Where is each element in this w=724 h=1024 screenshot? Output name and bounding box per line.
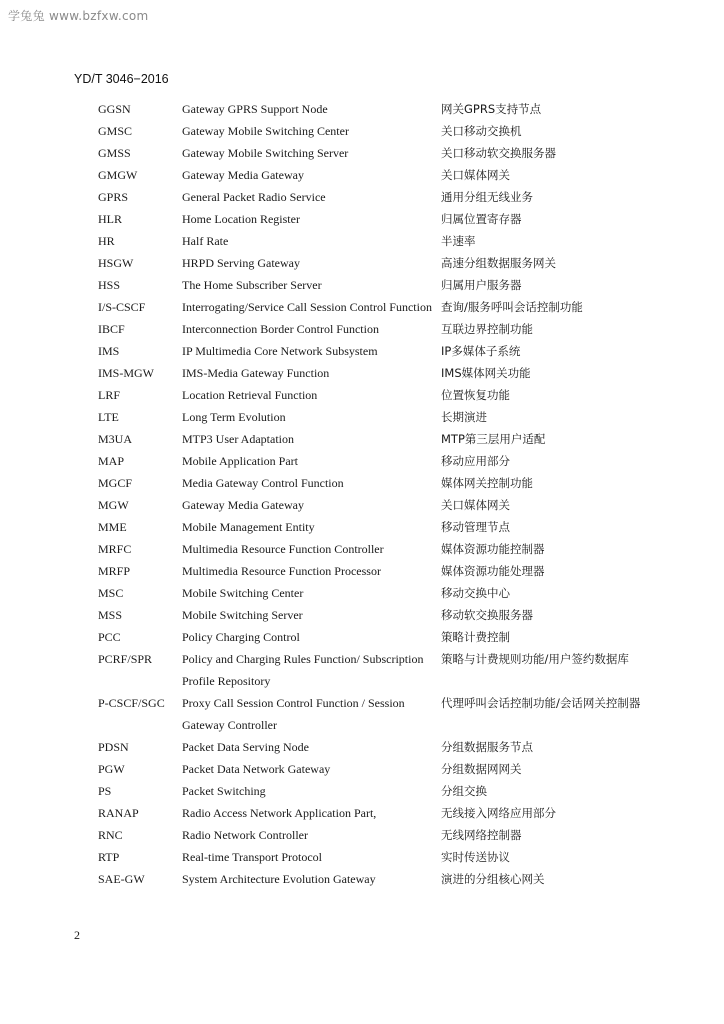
abbreviation: GPRS bbox=[98, 190, 129, 204]
abbreviation-row bbox=[98, 428, 658, 450]
abbreviation: MRFC bbox=[98, 542, 132, 556]
abbreviation-row bbox=[98, 582, 658, 604]
chinese-term: 关口媒体网关 bbox=[441, 498, 510, 512]
abbreviation-row bbox=[98, 384, 658, 406]
chinese-term: MTP第三层用户适配 bbox=[441, 432, 546, 446]
english-term: IP Multimedia Core Network Subsystem bbox=[182, 344, 378, 358]
chinese-term: 移动软交换服务器 bbox=[441, 608, 533, 622]
abbreviation: IMS-MGW bbox=[98, 366, 154, 380]
chinese-term: 无线网络控制器 bbox=[441, 828, 522, 842]
chinese-term: 演进的分组核心网关 bbox=[441, 872, 545, 886]
english-term: Multimedia Resource Function Processor bbox=[182, 564, 381, 578]
abbreviation: HLR bbox=[98, 212, 122, 226]
abbreviation-row bbox=[98, 98, 658, 120]
abbreviation-row bbox=[98, 252, 658, 274]
abbreviation: PCC bbox=[98, 630, 121, 644]
abbreviation-row bbox=[98, 648, 658, 692]
abbreviation-row bbox=[98, 230, 658, 252]
abbreviation: MGW bbox=[98, 498, 129, 512]
abbreviation-row bbox=[98, 296, 658, 318]
abbreviation: GGSN bbox=[98, 102, 131, 116]
abbreviation-row bbox=[98, 824, 658, 846]
chinese-term: 分组数据服务节点 bbox=[441, 740, 533, 754]
english-term: Gateway GPRS Support Node bbox=[182, 102, 328, 116]
abbreviation: PDSN bbox=[98, 740, 129, 754]
abbreviation: PS bbox=[98, 784, 112, 798]
abbreviation-row bbox=[98, 538, 658, 560]
chinese-term: 分组交换 bbox=[441, 784, 487, 798]
english-term: Half Rate bbox=[182, 234, 229, 248]
chinese-term: 媒体资源功能处理器 bbox=[441, 564, 545, 578]
chinese-term: 实时传送协议 bbox=[441, 850, 510, 864]
abbreviation-row bbox=[98, 362, 658, 384]
english-term: General Packet Radio Service bbox=[182, 190, 326, 204]
abbreviation-row bbox=[98, 318, 658, 340]
abbreviation-row bbox=[98, 692, 658, 736]
chinese-term: 移动应用部分 bbox=[441, 454, 510, 468]
english-term: Policy Charging Control bbox=[182, 630, 300, 644]
english-term: Gateway Mobile Switching Server bbox=[182, 146, 349, 160]
abbreviation-table bbox=[98, 98, 658, 890]
abbreviation: RANAP bbox=[98, 806, 139, 820]
english-term: Mobile Management Entity bbox=[182, 520, 315, 534]
chinese-term: 媒体网关控制功能 bbox=[441, 476, 533, 490]
english-term: Long Term Evolution bbox=[182, 410, 286, 424]
english-term: Multimedia Resource Function Controller bbox=[182, 542, 384, 556]
abbreviation: P-CSCF/SGC bbox=[98, 696, 165, 710]
english-term: Radio Network Controller bbox=[182, 828, 308, 842]
abbreviation: MSC bbox=[98, 586, 124, 600]
english-term: Packet Data Serving Node bbox=[182, 740, 309, 754]
english-term: Proxy Call Session Control Function / Session Gateway Controller bbox=[182, 696, 405, 732]
chinese-term: 关口媒体网关 bbox=[441, 168, 510, 182]
abbreviation: MAP bbox=[98, 454, 125, 468]
watermark-text: 学兔兔 www.bzfxw.com bbox=[8, 9, 149, 23]
abbreviation: LTE bbox=[98, 410, 119, 424]
english-term: Interconnection Border Control Function bbox=[182, 322, 379, 336]
abbreviation: PCRF/SPR bbox=[98, 652, 153, 666]
abbreviation-row bbox=[98, 142, 658, 164]
abbreviation: MME bbox=[98, 520, 127, 534]
abbreviation-row bbox=[98, 604, 658, 626]
english-term: Packet Data Network Gateway bbox=[182, 762, 331, 776]
english-term: Gateway Media Gateway bbox=[182, 168, 304, 182]
english-term: Real-time Transport Protocol bbox=[182, 850, 322, 864]
document-code: YD/T 3046−2016 bbox=[74, 72, 169, 86]
abbreviation-row bbox=[98, 516, 658, 538]
abbreviation: HSGW bbox=[98, 256, 134, 270]
abbreviation-row bbox=[98, 164, 658, 186]
abbreviation: MRFP bbox=[98, 564, 131, 578]
abbreviation: RNC bbox=[98, 828, 123, 842]
abbreviation-row bbox=[98, 406, 658, 428]
abbreviation-row bbox=[98, 340, 658, 362]
abbreviation: RTP bbox=[98, 850, 120, 864]
abbreviation-row bbox=[98, 120, 658, 142]
abbreviation-row bbox=[98, 802, 658, 824]
abbreviation-row bbox=[98, 472, 658, 494]
chinese-term: 分组数据网网关 bbox=[441, 762, 522, 776]
chinese-term: 互联边界控制功能 bbox=[441, 322, 533, 336]
abbreviation: PGW bbox=[98, 762, 125, 776]
abbreviation-row bbox=[98, 208, 658, 230]
abbreviation: I/S-CSCF bbox=[98, 300, 146, 314]
page-number: 2 bbox=[74, 928, 80, 942]
english-term: MTP3 User Adaptation bbox=[182, 432, 294, 446]
chinese-term: 归属用户服务器 bbox=[441, 278, 522, 292]
abbreviation: SAE-GW bbox=[98, 872, 145, 886]
english-term: Mobile Switching Server bbox=[182, 608, 303, 622]
chinese-term: 位置恢复功能 bbox=[441, 388, 510, 402]
abbreviation: MGCF bbox=[98, 476, 133, 490]
english-term: The Home Subscriber Server bbox=[182, 278, 322, 292]
english-term: Policy and Charging Rules Function/ Subscription Profile Repository bbox=[182, 652, 424, 688]
english-term: Radio Access Network Application Part, bbox=[182, 806, 377, 820]
chinese-term: 高速分组数据服务网关 bbox=[441, 256, 556, 270]
abbreviation-row bbox=[98, 274, 658, 296]
abbreviation-row bbox=[98, 186, 658, 208]
chinese-term: 策略计费控制 bbox=[441, 630, 510, 644]
chinese-term: 网关GPRS支持节点 bbox=[441, 102, 542, 116]
english-term: Location Retrieval Function bbox=[182, 388, 318, 402]
abbreviation: GMGW bbox=[98, 168, 138, 182]
abbreviation: HR bbox=[98, 234, 115, 248]
abbreviation-row bbox=[98, 736, 658, 758]
english-term: Mobile Switching Center bbox=[182, 586, 304, 600]
abbreviation-row bbox=[98, 494, 658, 516]
abbreviation-row bbox=[98, 868, 658, 890]
chinese-term: 关口移动软交换服务器 bbox=[441, 146, 556, 160]
english-term: System Architecture Evolution Gateway bbox=[182, 872, 376, 886]
abbreviation-row bbox=[98, 450, 658, 472]
abbreviation-row bbox=[98, 780, 658, 802]
english-term: Gateway Mobile Switching Center bbox=[182, 124, 349, 138]
chinese-term: 移动管理节点 bbox=[441, 520, 510, 534]
chinese-term: 通用分组无线业务 bbox=[441, 190, 533, 204]
chinese-term: IMS媒体网关功能 bbox=[441, 366, 531, 380]
english-term: Gateway Media Gateway bbox=[182, 498, 304, 512]
english-term: Media Gateway Control Function bbox=[182, 476, 344, 490]
chinese-term: 策略与计费规则功能/用户签约数据库 bbox=[441, 652, 629, 666]
english-term: HRPD Serving Gateway bbox=[182, 256, 300, 270]
english-term: Mobile Application Part bbox=[182, 454, 298, 468]
abbreviation-row bbox=[98, 626, 658, 648]
chinese-term: 查询/服务呼叫会话控制功能 bbox=[441, 300, 583, 314]
chinese-term: 关口移动交换机 bbox=[441, 124, 522, 138]
abbreviation-row bbox=[98, 846, 658, 868]
english-term: Home Location Register bbox=[182, 212, 300, 226]
english-term: IMS-Media Gateway Function bbox=[182, 366, 330, 380]
abbreviation: IMS bbox=[98, 344, 120, 358]
chinese-term: 媒体资源功能控制器 bbox=[441, 542, 545, 556]
chinese-term: 无线接入网络应用部分 bbox=[441, 806, 556, 820]
english-term: Packet Switching bbox=[182, 784, 266, 798]
abbreviation: GMSC bbox=[98, 124, 133, 138]
chinese-term: 长期演进 bbox=[441, 410, 487, 424]
abbreviation: M3UA bbox=[98, 432, 133, 446]
chinese-term: 移动交换中心 bbox=[441, 586, 510, 600]
chinese-term: 代理呼叫会话控制功能/会话网关控制器 bbox=[441, 696, 641, 710]
chinese-term: 归属位置寄存器 bbox=[441, 212, 522, 226]
abbreviation: MSS bbox=[98, 608, 123, 622]
chinese-term: IP多媒体子系统 bbox=[441, 344, 521, 358]
chinese-term: 半速率 bbox=[441, 234, 476, 248]
abbreviation: GMSS bbox=[98, 146, 131, 160]
abbreviation: IBCF bbox=[98, 322, 125, 336]
abbreviation: LRF bbox=[98, 388, 121, 402]
abbreviation-row bbox=[98, 758, 658, 780]
english-term: Interrogating/Service Call Session Control Function bbox=[182, 300, 432, 314]
abbreviation-row bbox=[98, 560, 658, 582]
abbreviation: HSS bbox=[98, 278, 121, 292]
